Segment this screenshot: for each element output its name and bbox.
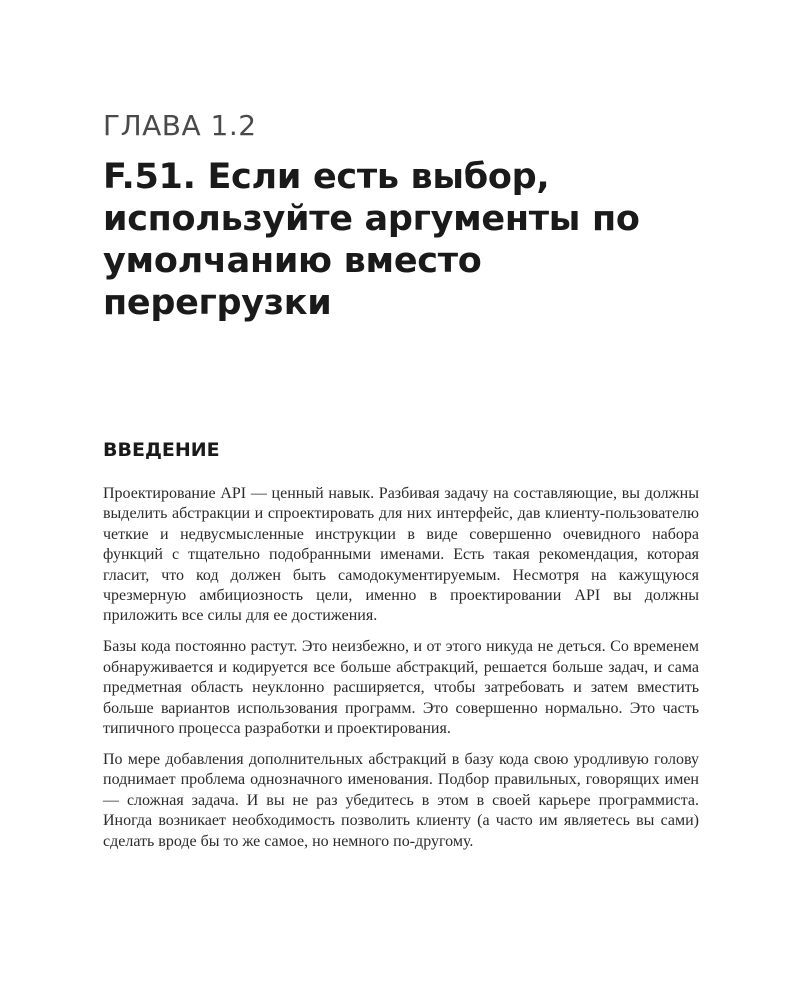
- section-heading: ВВЕДЕНИЕ: [103, 439, 220, 461]
- paragraph-1: Проектирование API — ценный навык. Разбивая задачу на составляющие, вы должны выделить абстракции и спроектировать для них интерфейс, дав клиенту-пользователю четкие и недвусмысленные инструкции в виде совершенно очевидного набора функций с тщательно подобранными именами. Есть такая рекомендация, которая гласит, что код должен быть самодокументируемым. Несмотря на кажущуюся чрезмерную амбициозность цели, именно в проектировании API вы должны приложить все силы для ее достижения.: [103, 485, 699, 625]
- body-text: [103, 484, 699, 863]
- book-page: [103, 0, 699, 1000]
- paragraph-3: По мере добавления дополнительных абстракций в базу кода свою уродливую голову поднимает проблема однозначного именования. Подбор правильных, говорящих имен — сложная задача. И вы не раз убедитесь в этом в своей карьере программиста. Иногда возникает необходимость позволить клиенту (а часто им являетесь вы сами) сделать вроде бы то же самое, но немного по-другому.: [103, 751, 699, 850]
- chapter-label: ГЛАВА 1.2: [103, 109, 257, 142]
- chapter-title: F.51. Если есть выбор, используйте аргументы по умолчанию вместо перегрузки: [103, 157, 640, 323]
- paragraph-2: Базы кода постоянно растут. Это неизбежно, и от этого никуда не деться. Со временем обнаруживается и кодируется все больше абстракций, решается больше задач, и сама предметная область неуклонно расширяется, чтобы затребовать и затем вместить больше вариантов использования программ. Это совершенно нормально. Это часть типичного процесса разработки и проектирования.: [103, 638, 699, 738]
